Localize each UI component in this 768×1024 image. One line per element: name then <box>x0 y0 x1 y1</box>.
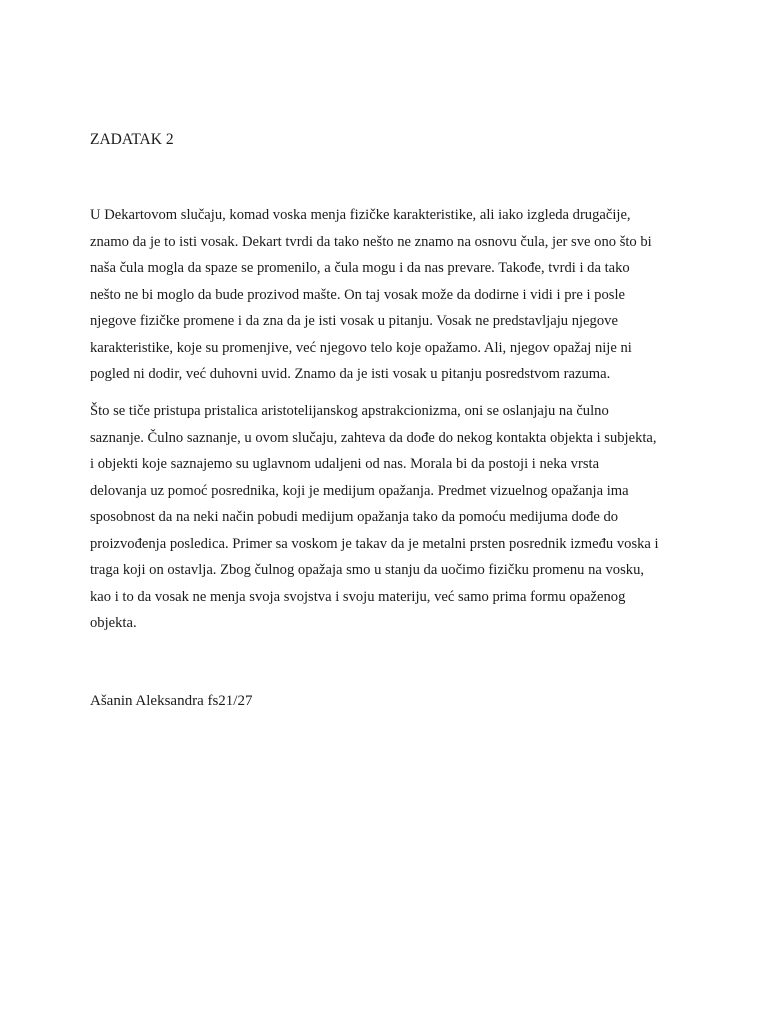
paragraph-line: U Dekartovom slučaju, komad voska menja fizičke karakteristike, ali iako izgleda drugačije, <box>90 207 631 223</box>
paragraph-line: saznanje. Čulno saznanje, u ovom slučaju, zahteva da dođe do nekog kontakta objekta i subjekta, <box>90 429 657 446</box>
paragraph-2 <box>90 398 710 637</box>
document-title: ZADATAK 2 <box>90 131 174 148</box>
paragraph-line: nešto ne bi moglo da bude prozivod mašte. On taj vosak može da dodirne i vidi i pre i posle <box>90 286 625 303</box>
paragraph-line: objekta. <box>90 615 137 631</box>
paragraph-line: kao i to da vosak ne menja svoja svojstva i svoju materiju, već samo prima formu opaženog <box>90 588 626 605</box>
paragraph-line: pogled ni dodir, već duhovni uvid. Znamo da je isti vosak u pitanju posredstvom razuma. <box>90 366 611 382</box>
author-signature: Ašanin Aleksandra fs21/27 <box>90 693 253 709</box>
paragraph-line: sposobnost da na neki način pobudi medijum opažanja tako da pomoću medijuma dođe do <box>90 509 619 525</box>
paragraph-line: traga koji on ostavlja. Zbog čulnog opažaja smo u stanju da uočimo fizičku promenu na vosku, <box>90 562 645 578</box>
paragraph-line: karakteristike, koje su promenjive, već njegovo telo koje opažamo. Ali, njegov opažaj nije ni <box>90 339 632 356</box>
paragraph-line: i objekti koje saznajemo su uglavnom udaljeni od nas. Morala bi da postoji i neka vrsta <box>90 456 600 472</box>
paragraph-line: proizvođenja posledica. Primer sa voskom je takav da je metalni prsten posrednik između voska i <box>90 535 659 552</box>
paragraph-line: znamo da je to isti vosak. Dekart tvrdi da tako nešto ne znamo na osnovu čula, jer sve ono što bi <box>90 233 652 250</box>
paragraph-line: naša čula mogla da spaze se promenilo, a čula mogu i da nas prevare. Takođe, tvrdi i da tako <box>90 260 630 276</box>
paragraph-1 <box>90 202 710 388</box>
paragraph-line: Što se tiče pristupa pristalica aristotelijanskog apstrakcionizma, oni se oslanjaju na čulno <box>90 403 609 419</box>
paragraph-line: njegove fizičke promene i da zna da je isti vosak u pitanju. Vosak ne predstavljaju njegove <box>90 313 618 329</box>
paragraph-line: delovanja uz pomoć posrednika, koji je medijum opažanja. Predmet vizuelnog opažanja ima <box>90 482 629 499</box>
